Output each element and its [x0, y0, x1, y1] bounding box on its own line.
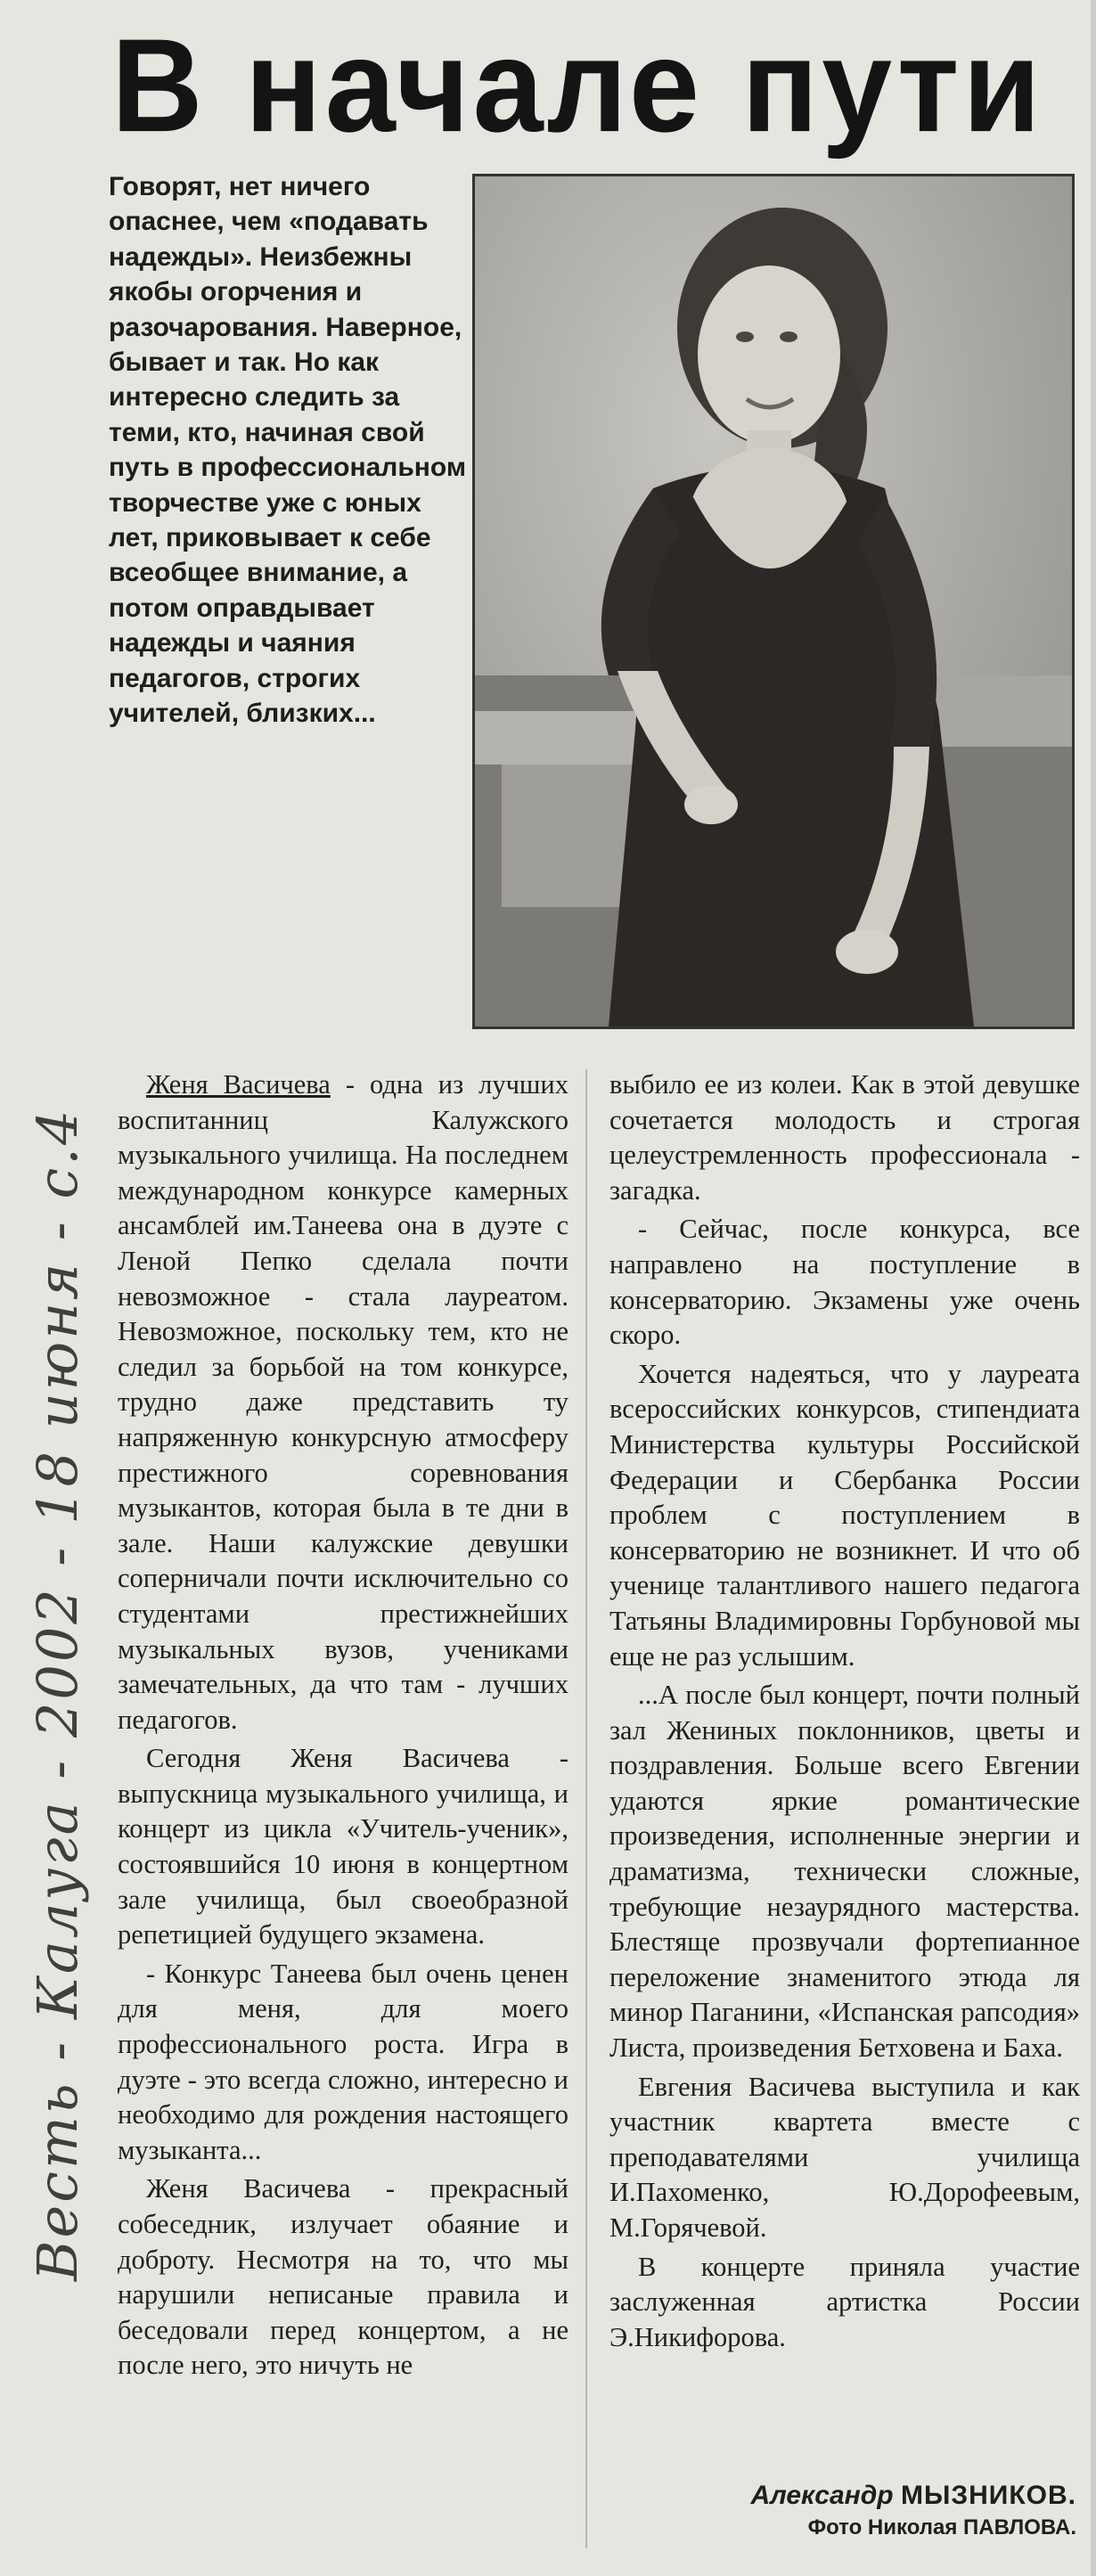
paragraph: Евгения Васичева выступила и как участник квартета вместе с преподавателями училища И.Пахоменко, Ю.Дорофеевым, М.Горячевой. — [609, 2071, 1080, 2243]
author-line — [750, 2479, 1076, 2513]
article-signature — [750, 2479, 1076, 2543]
author-surname: МЫЗНИКОВ. — [900, 2481, 1076, 2510]
paragraph: - Конкурс Танеева был очень ценен для меня, для моего профессионального роста. Игра в дуэте - это всегда сложно, интересно и необходимо для рождения настоящего музыканта... — [118, 1958, 568, 2165]
girl-portrait-photo — [475, 176, 1072, 1026]
article-left-column — [118, 1067, 568, 2387]
article-headline: В начале пути — [111, 11, 1044, 160]
paragraph — [118, 1067, 568, 1738]
photo-credit: Фото Николая ПАВЛОВА. — [807, 2515, 1076, 2539]
paragraph: ...А после был концерт, почти полный зал Жениных поклонников, цветы и поздравления. Больше всего Евгении удаются яркие романтические произведения, исполненные энергии и драматизма, технически сложные, требующие незаурядного мастерства. Блестяще прозвучали фортепианное переложение знаменитого этюда ля минор Паганини, «Испанская рапсодия» Листа, произведения Бетховена и Баха. — [609, 1680, 1080, 2064]
paragraph: Женя Васичева - прекрасный собеседник, излучает обаяние и доброту. Несмотря на то, что мы нарушили неписаные правила и беседовали перед концертом, а не после него, это ничуть не — [118, 2173, 568, 2381]
article-right-column — [609, 1067, 1080, 2359]
paragraph: Хочется надеяться, что у лауреата всероссийских конкурсов, стипендиата Министерства культуры Российской Федерации и Сбербанка России проблем с поступлением в консерваторию не возникнет. И что об ученице талантливого нашего педагога Татьяны Владимировны Горбуновой мы еще не раз услышим. — [609, 1358, 1080, 1672]
paragraph: выбило ее из колеи. Как в этой девушке сочетается молодость и строгая целеустремленность профессионала - загадка. — [609, 1069, 1080, 1206]
subject-name: Женя Васичева — [146, 1069, 331, 1100]
article-photo — [472, 174, 1075, 1029]
paragraph: В концерте приняла участие заслуженная артистка России Э.Никифорова. — [609, 2251, 1080, 2352]
scan-edge — [1091, 0, 1096, 2576]
handwritten-source-note: Весть - Калуга - 2002 - 18 июня - с.4 — [25, 1107, 90, 2281]
paragraph-text: - одна из лучших воспитанниц Калужского музыкального училища. На последнем международном конкурсе камерных ансамблей им.Танеева она в дуэте с Леной Пепко сделала почти невозможное - стала лауреатом. Невозможное, поскольку тем, кто не следил за борьбой на том конкурсе, трудно даже представить ту напряженную конкурсную атмосферу престижного соревнования музыкантов, которая была в те дни в зале. Наши калужские девушки соперничали почти исключительно со студентами престижнейших музыкальных вузов, учениками замечательных, да что там - лучших педагогов. — [118, 1069, 568, 1735]
paragraph: - Сейчас, после конкурса, все направлено на поступление в консерваторию. Экзамены уже очень скоро. — [609, 1214, 1080, 1351]
paragraph: Сегодня Женя Васичева - выпускница музыкального училища, и концерт из цикла «Учитель-ученик», состоявшийся 10 июня в концертном зале училища, был своеобразной репетицией будущего экзамена. — [118, 1743, 568, 1950]
column-divider — [585, 1069, 587, 2548]
author-first-name: Александр — [750, 2481, 894, 2510]
article-lead: Говорят, нет ничего опаснее, чем «подавать надежды». Неизбежны якобы огорчения и разочарования. Наверное, бывает и так. Но как интересно следить за теми, кто, начиная свой путь в профессиональном творчестве уже с юных лет, приковывает к себе всеобщее внимание, а потом оправдывает надежды и чаяния педагогов, строгих учителей, близких... — [109, 172, 467, 729]
